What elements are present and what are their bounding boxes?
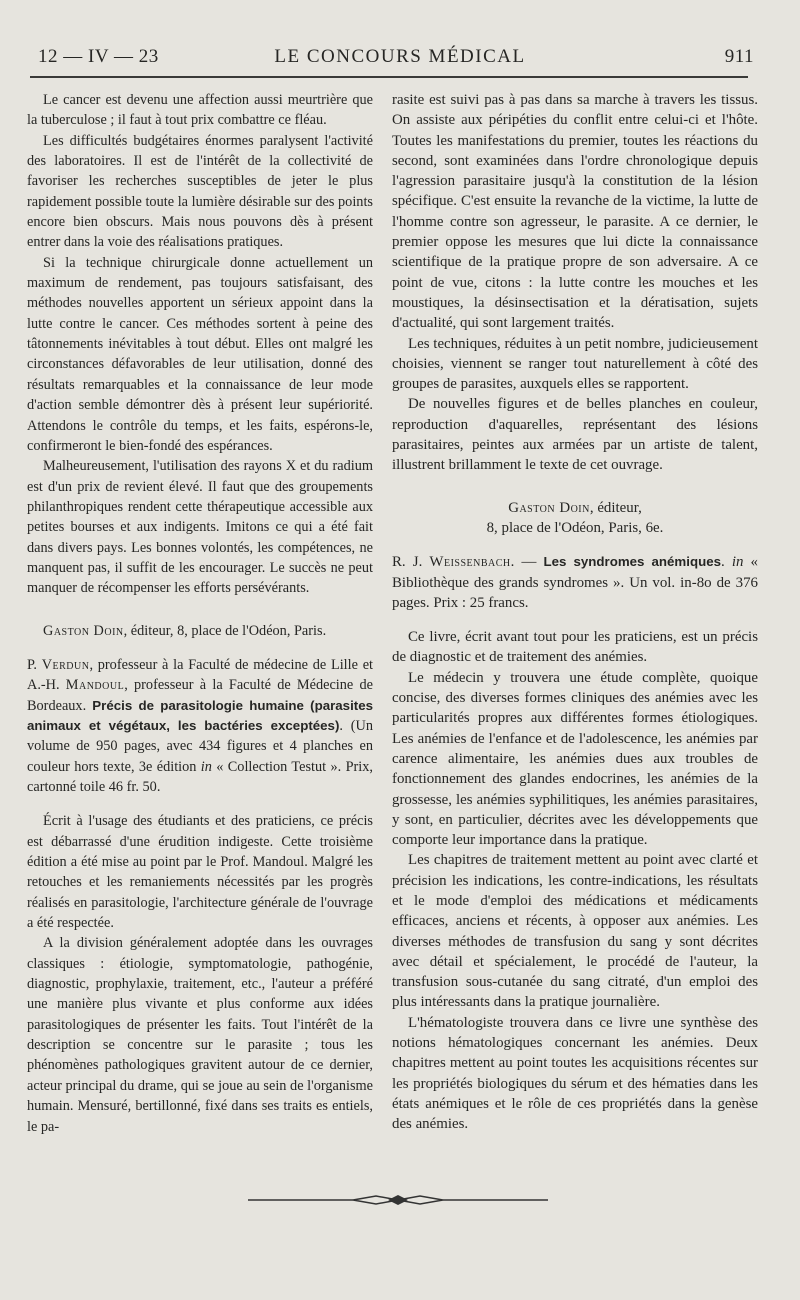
paragraph: Écrit à l'usage des étudiants et des praticiens, ce précis est débarrassé d'une érudition indigeste. Cette troisième édition a été mise au point par le Prof. Mandoul. Malgré les retouches et les remaniements nécessités par les progrès réalisés en parasitologie, l'architecture générale de l'ouvrage a été respectée. — [27, 813, 373, 932]
author-name: Weissenbach — [429, 554, 511, 571]
paragraph: L'hématologiste trouvera dans ce livre une synthèse des notions hématologiques concernant les anémies. Deux chapitres mettent au point toutes les acquisitions récentes sur les propriétés biologiques du sérum et des hématies dans les états anémiques et le rôle de ces propriétés dans la genèse des anémies. — [392, 1014, 758, 1133]
paragraph: Les techniques, réduites à un petit nombre, judicieusement choisies, viennent se ranger tout naturellement à côté des groupes de parasites, auxquels elles se rapportent. — [392, 335, 758, 393]
publisher-address: 8, place de l'Odéon, Paris, 6e. — [486, 519, 664, 536]
paragraph: Ce livre, écrit avant tout pour les praticiens, est un précis de diagnostic et de traitement des anémies. — [392, 629, 758, 666]
issue-date: 12 — IV — 23 — [38, 46, 159, 67]
paragraph: rasite est suivi pas à pas dans sa marche à travers les tissus. On assiste aux péripéties du conflit entre celui-ci et l'hôte. Toutes les manifestations du premier, toutes les réactions du second, sont examinées dans l'ordre chronologique depuis l'agression parasitaire jusqu'à la constitution de la lésion spécifique. C'est ensuite la revanche de la victime, la lutte de l'homme contre son agresseur, le parasite. A ce dernier, le premier oppose les mesures que lui dicte la connaissance scientifique de la pratique propre de son adversaire. A ce point de vue, citons : la lutte contre les mouches et les moustiques, la désinsectisation et la dératisation, sujets d'actualité, qui sont largement traités. — [392, 92, 758, 332]
right-column — [392, 90, 758, 1135]
paragraph: Les chapitres de traitement mettent au point avec clarté et précision les indications, les contre-indications, les résultats et le mode d'emploi des médications et médicaments efficaces, anciens et récents, à opposer aux anémies. Les diverses méthodes de transfusion du sang y sont décrites avec détail et spécialement, le procédé de l'auteur, la transfusion sous-cutanée du sang citraté, d'un emploi des plus intéressants dans la pratique journalière. — [392, 852, 758, 1011]
publisher-name: Gaston Doin — [43, 622, 124, 639]
paragraph: De nouvelles figures et de belles planches en couleur, reproduction d'aquarelles, représentant des lésions parasitaires, peintes aux armées par un artiste de talent, illustrent brillamment le texte de cet ouvrage. — [392, 396, 758, 474]
publisher-heading: Gaston Doin, éditeur, — [508, 499, 642, 516]
paragraph: Les difficultés budgétaires énormes paralysent l'activité des laboratoires. Il est de l'intérêt de la collectivité de favoriser les recherches susceptibles de jeter le plus rapidement possible toute la lumière désirable sur des points encore bien obscurs. Mais nous pouvons dès à présent entrer dans la voie des réalisations pratiques. — [27, 132, 373, 251]
left-column — [27, 90, 373, 1137]
rule-ornament-icon — [248, 1190, 548, 1210]
running-header — [0, 44, 800, 74]
book-title: Précis de parasitologie humaine (parasites animaux et végétaux, les bactéries exceptées) — [27, 697, 373, 733]
author-name: Verdun — [41, 656, 90, 673]
paragraph: A la division généralement adoptée dans les ouvrages classiques : étiologie, symptomatologie, pathogénie, diagnostic, prophylaxie, traitement, etc., l'auteur a préféré une manière plus vivante et plus conforme aux idées parasitologiques de présenter les faits. Tout l'intérêt de la description se concentre sur le parasite ; tous les phénomènes pathologiques gravitent autour de ce dernier, acteur principal du drame, qui se joue au sein de l'organisme humain. Mensuré, bertillonné, fixé dans ses traits es entiels, le pa- — [27, 935, 373, 1135]
header-rule — [30, 76, 748, 78]
author-name: Mandoul — [65, 677, 125, 694]
paragraph: Le cancer est devenu une affection aussi meurtrière que la tuberculose ; il faut à tout prix combattre ce fléau. — [27, 92, 373, 129]
book-title: Les syndromes anémiques — [543, 554, 721, 570]
book-reference: R. J. Weissenbach. — Les syndromes anémiques. in « Bibliothèque des grands syndromes ». Un vol. in-8o de 376 pages. Prix : 25 francs. — [392, 554, 758, 611]
paragraph: Malheureusement, l'utilisation des rayons X et du radium est d'un prix de revient élevé. Il faut que des groupements philanthropiques rendent cette thérapeutique accessible aux petites bourses et aux indigents. Imitons ce qui a été fait dans divers pays. Les bonnes volontés, les compétences, ne manquent pas, il suffit de les encourager. Le succès ne peut manquer de récompenser les efforts persévérants. — [27, 458, 373, 597]
paragraph: Le médecin y trouvera une étude complète, quoique concise, des diverses formes cliniques des anémies avec les particularités propres aux différentes formes étiologiques. Les anémies de l'enfance et de l'adolescence, les anémies par carence alimentaire, les anémies dues aux troubles de fonctionnement des glandes endocrines, les anémies de la grossesse, les anémies syphilitiques, les anémies parasitaires, y sont, en particulier, décrites avec les développements que comporte leur importance dans la pratique. — [392, 669, 758, 849]
paragraph: Si la technique chirurgicale donne actuellement un maximum de rendement, pas toujours satisfaisant, des méthodes nouvelles apportent un sérieux appoint dans la lutte contre le cancer. Ces méthodes sortent à peine des tâtonnements inévitables à tout début. Elles ont malgré les circonstances défavorables de leur utilisation, donné des résultats remarquables et la connaissance de leur mode d'action semble démontrer dès à présent leur supériorité. Attendons le contrôle du temps, et les faits, espérons-le, confirmeront le bien-fondé des espérances. — [27, 254, 373, 454]
journal-title: LE CONCOURS MÉDICAL — [274, 46, 526, 67]
book-reference: P. Verdun, professeur à la Faculté de médecine de Lille et A.-H. Mandoul, professeur à la Faculté de Médecine de Bordeaux. Précis de parasitologie humaine (parasites animaux et végétaux, les bactéries exceptées). (Un volume de 950 pages, avec 434 figures et 4 planches en couleur hors texte, 3e édition in « Collection Testut ». Prix, cartonné toile 46 fr. 50. — [27, 656, 374, 795]
publisher-heading: Gaston Doin, éditeur, 8, place de l'Odéon, Paris. — [43, 622, 327, 639]
publisher-name: Gaston Doin — [508, 499, 590, 516]
page-number: 911 — [724, 46, 754, 67]
